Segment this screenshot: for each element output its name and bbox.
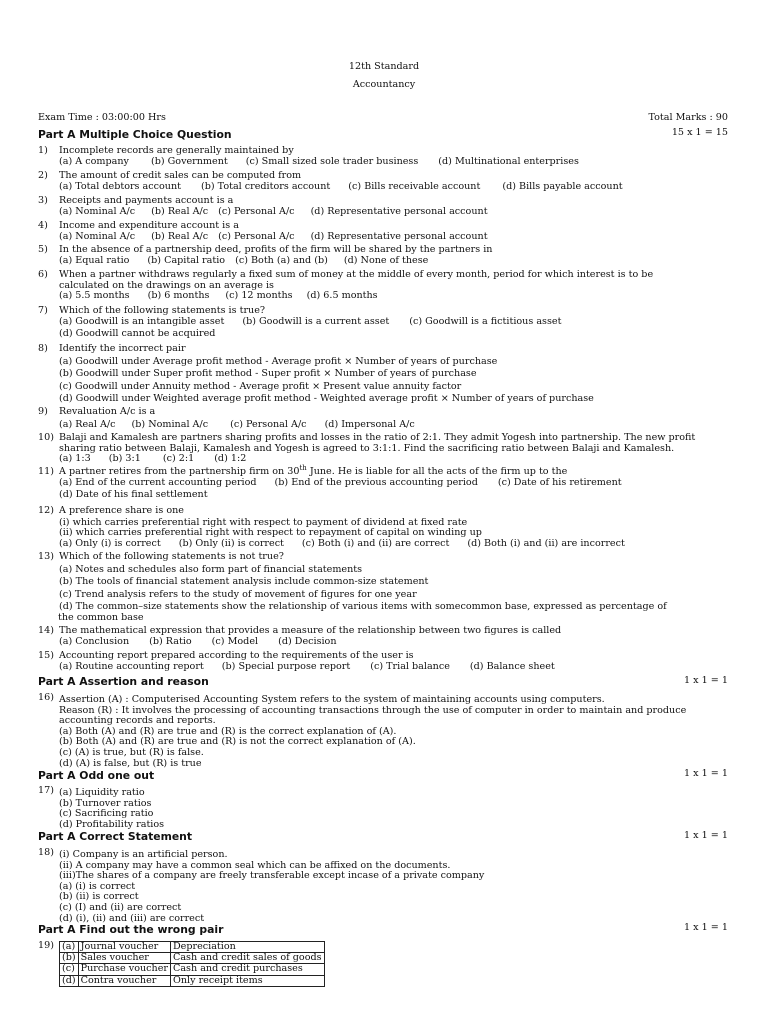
- option-a: (a) Both (A) and (R) are true and (R) is the correct explanation of (A).: [59, 725, 397, 737]
- question-number: 17): [38, 785, 54, 796]
- question-number: 9): [38, 406, 48, 417]
- option-b: (b) Turnover ratios: [59, 797, 152, 809]
- question-5: [38, 245, 728, 266]
- option-d: (d) Representative personal account: [310, 205, 488, 217]
- question-number: 7): [38, 305, 48, 316]
- statement-iii: (iii)The shares of a company are freely transferable except incase of a private company: [59, 870, 485, 882]
- option-d: (d) Impersonal A/c: [324, 418, 415, 430]
- section-title-mcq: Part A Multiple Choice Question: [38, 128, 232, 141]
- question-9: [38, 407, 728, 430]
- option-a: (a) A company: [59, 155, 129, 167]
- option-c: (c) Both (a) and (b): [235, 254, 328, 266]
- question-13: [38, 552, 728, 624]
- option-d: (d) 6.5 months: [306, 290, 378, 302]
- question-text: The mathematical expression that provides a measure of the relationship between two figures is called: [59, 625, 562, 636]
- question-text-part: June. He is liable for all the acts of the firm up to the: [306, 466, 568, 477]
- option-d: (d) (A) is false, but (R) is true: [59, 757, 202, 769]
- question-3: [38, 196, 728, 217]
- ordinal-sup: th: [299, 463, 307, 472]
- statement-ii: (ii) which carries preferential right with respect to repayment of capital on winding up: [59, 527, 482, 539]
- question-number: 16): [38, 692, 54, 703]
- pair-label: (c): [60, 964, 79, 975]
- question-number: 18): [38, 847, 54, 858]
- question-number: 19): [38, 940, 54, 951]
- option-a: (a) (i) is correct: [59, 880, 136, 892]
- option-d: (d) Date of his final settlement: [59, 489, 208, 501]
- option-c: (c) Both (i) and (ii) are correct: [301, 537, 450, 549]
- question-number: 15): [38, 650, 54, 661]
- pair-label: (a): [60, 942, 79, 953]
- question-text: A preference share is one: [59, 505, 184, 516]
- question-text: Which of the following statements is not true?: [59, 551, 284, 562]
- option-b: (b) Special purpose report: [221, 660, 351, 672]
- option-a: (a) Conclusion: [59, 635, 130, 647]
- table-row: [60, 975, 325, 986]
- question-17: [38, 786, 728, 830]
- option-b: (b) Total creditors account: [200, 180, 331, 192]
- option-b: (b) Nominal A/c: [131, 418, 209, 430]
- option-c: (c) Bills receivable account: [348, 180, 481, 192]
- option-b: (b) Only (ii) is correct: [178, 537, 284, 549]
- question-text: Revaluation A/c is a: [59, 406, 156, 417]
- question-number: 1): [38, 145, 48, 156]
- statement-i: (i) Company is an artificial person.: [59, 849, 228, 860]
- pair-right: Cash and credit purchases: [170, 964, 324, 975]
- option-a: (a) 5.5 months: [59, 290, 130, 302]
- section-marks-assertion: 1 x 1 = 1: [684, 675, 728, 686]
- option-d: (d) Multinational enterprises: [438, 155, 579, 167]
- pair-label: (b): [60, 953, 79, 964]
- option-a: (a) Equal ratio: [59, 254, 130, 266]
- question-number: 13): [38, 551, 54, 562]
- question-12: [38, 506, 728, 549]
- question-number: 10): [38, 432, 54, 443]
- reason-line: Reason (R) : It involves the processing of accounting transactions through the use of computer in order to maintain and produce: [59, 704, 687, 716]
- option-c: (c) Sacrificing ratio: [59, 808, 154, 820]
- question-number: 8): [38, 343, 48, 354]
- option-b: (b) Ratio: [149, 635, 192, 647]
- question-2: [38, 171, 728, 192]
- pairs-table: [59, 941, 325, 987]
- subject-label: Accountancy: [352, 79, 416, 90]
- pair-left: Sales voucher: [78, 953, 170, 964]
- question-10: [38, 433, 728, 465]
- question-number: 3): [38, 195, 48, 206]
- option-d: (d) Goodwill cannot be acquired: [59, 328, 216, 340]
- exam-time: Exam Time : 03:00:00 Hrs: [38, 112, 166, 123]
- question-number: 4): [38, 220, 48, 231]
- assertion-line: Assertion (A) : Computerised Accounting System refers to the system of maintaining accounts using computers.: [59, 694, 605, 705]
- section-marks-wrong: 1 x 1 = 1: [684, 922, 728, 933]
- section-title-correct: Part A Correct Statement: [38, 830, 193, 843]
- option-a: (a) Notes and schedules also form part of financial statements: [59, 563, 363, 575]
- question-number: 2): [38, 170, 48, 181]
- option-c: (c) (A) is true, but (R) is false.: [59, 746, 204, 758]
- question-text-cont: sharing ratio between Balaji, Kamalesh and Yogesh is agreed to 3:1:1. Find the sacrificing ratio between Balaji and Kamalesh.: [59, 442, 675, 454]
- question-number: 14): [38, 625, 54, 636]
- question-text: When a partner withdraws regularly a fixed sum of money at the middle of every month, period for which interest is to be: [59, 269, 654, 280]
- option-d: (d) Both (i) and (ii) are incorrect: [467, 537, 625, 549]
- option-d: (d) Representative personal account: [310, 230, 488, 242]
- total-marks: Total Marks : 90: [648, 112, 728, 123]
- option-b: (b) Real A/c: [151, 205, 209, 217]
- option-b: (b) Capital ratio: [147, 254, 226, 266]
- option-b: (b) Government: [150, 155, 228, 167]
- question-text: Balaji and Kamalesh are partners sharing profits and losses in the ratio of 2:1. They admit Yogesh into partnership. The new profit: [59, 432, 696, 443]
- question-text: [59, 463, 728, 478]
- option-c: (c) Personal A/c: [218, 205, 295, 217]
- question-text: Which of the following statements is true?: [59, 305, 266, 316]
- option-a: (a) Real A/c: [59, 418, 116, 430]
- section-title-odd: Part A Odd one out: [38, 769, 155, 782]
- question-text: Identify the incorrect pair: [59, 343, 186, 354]
- question-4: [38, 221, 728, 242]
- question-16: [38, 693, 728, 769]
- question-number: 6): [38, 269, 48, 280]
- pair-right: Only receipt items: [170, 975, 324, 986]
- pair-right: Cash and credit sales of goods: [170, 953, 324, 964]
- section-marks-correct: 1 x 1 = 1: [684, 830, 728, 841]
- option-d: (d) Bills payable account: [502, 180, 623, 192]
- option-c: (c) Small sized sole trader business: [245, 155, 419, 167]
- question-text-cont: calculated on the drawings on an average is: [59, 279, 274, 291]
- option-a: (a) Liquidity ratio: [59, 787, 145, 798]
- option-a: (a) Goodwill is an intangible asset: [59, 315, 225, 327]
- option-b: (b) Goodwill under Super profit method - Super profit × Number of years of purchase: [59, 368, 477, 380]
- question-text: The amount of credit sales can be computed from: [59, 170, 302, 181]
- option-b: (b) (ii) is correct: [59, 891, 139, 903]
- option-c: (c) 12 months: [225, 290, 293, 302]
- option-c: (c) Goodwill is a fictitious asset: [409, 315, 562, 327]
- option-b: (b) 3:1: [108, 453, 141, 465]
- option-d: (d) 1:2: [214, 453, 247, 465]
- question-7: [38, 306, 728, 340]
- reason-line-cont: accounting records and reports.: [59, 715, 216, 727]
- option-c: (c) Trend analysis refers to the study of movement of figures for one year: [59, 588, 417, 600]
- option-b: (b) Both (A) and (R) are true and (R) is not the correct explanation of (A).: [59, 736, 416, 748]
- option-c: (c) Trial balance: [370, 660, 450, 672]
- question-8: [38, 344, 728, 405]
- question-text: Incomplete records are generally maintained by: [59, 145, 294, 156]
- option-d: (d) (i), (ii) and (iii) are correct: [59, 912, 205, 924]
- option-b: (b) End of the previous accounting period: [274, 476, 478, 488]
- option-a: (a) Routine accounting report: [59, 660, 204, 672]
- pair-label: (d): [60, 975, 79, 986]
- option-a: (a) Goodwill under Average profit method - Average profit × Number of years of purchase: [59, 355, 498, 367]
- option-a: (a) End of the current accounting period: [59, 476, 257, 488]
- option-b: (b) Goodwill is a current asset: [242, 315, 390, 327]
- pair-left: Purchase voucher: [78, 964, 170, 975]
- option-d: (d) None of these: [343, 254, 429, 266]
- standard-label: 12th Standard: [348, 61, 420, 72]
- question-text: Income and expenditure account is a: [59, 220, 239, 231]
- question-text: In the absence of a partnership deed, profits of the firm will be shared by the partners in: [59, 244, 493, 255]
- table-row: [60, 942, 325, 953]
- option-a: (a) Nominal A/c: [59, 230, 136, 242]
- section-title-wrong: Part A Find out the wrong pair: [38, 923, 224, 936]
- question-19: [38, 941, 728, 987]
- question-number: 11): [38, 466, 54, 477]
- option-d: (d) Decision: [278, 635, 337, 647]
- section-title-assertion: Part A Assertion and reason: [38, 675, 209, 688]
- option-b: (b) 6 months: [147, 290, 210, 302]
- option-a: (a) Nominal A/c: [59, 205, 136, 217]
- statement-ii: (ii) A company may have a common seal which can be affixed on the documents.: [59, 859, 451, 871]
- table-row: [60, 953, 325, 964]
- option-a: (a) 1:3: [59, 453, 91, 465]
- question-14: [38, 626, 728, 647]
- section-marks-odd: 1 x 1 = 1: [684, 768, 728, 779]
- question-18: [38, 848, 728, 924]
- section-marks-mcq: 15 x 1 = 15: [671, 127, 728, 138]
- option-c: (c) 2:1: [162, 453, 195, 465]
- question-text-part: A partner retires from the partnership firm on 30: [59, 466, 300, 477]
- option-d: (d) The common–size statements show the relationship of various items with somecommon base, expressed as percentage of: [59, 601, 667, 613]
- option-d: (d) Balance sheet: [469, 660, 555, 672]
- pair-left: Journal voucher: [78, 942, 170, 953]
- option-a: (a) Only (i) is correct: [59, 537, 161, 549]
- option-a: (a) Total debtors account: [59, 180, 181, 192]
- option-c: (c) Goodwill under Annuity method - Average profit × Present value annuity factor: [59, 380, 462, 392]
- question-1: [38, 146, 728, 167]
- option-b: (b) The tools of financial statement analysis include common-size statement: [59, 576, 429, 588]
- question-text: Accounting report prepared according to the requirements of the user is: [59, 650, 414, 661]
- question-number: 5): [38, 244, 48, 255]
- option-b: (b) Real A/c: [151, 230, 209, 242]
- question-15: [38, 651, 728, 672]
- pair-left: Contra voucher: [78, 975, 170, 986]
- option-c: (c) Personal A/c: [230, 418, 307, 430]
- option-d-cont: the common base: [58, 611, 144, 623]
- question-11: [38, 463, 728, 501]
- table-row: [60, 964, 325, 975]
- option-c: (c) Model: [211, 635, 259, 647]
- option-d: (d) Profitability ratios: [59, 818, 165, 830]
- option-d: (d) Goodwill under Weighted average profit method - Weighted average profit × Number of years of purchase: [59, 393, 594, 405]
- statement-i: (i) which carries preferential right with respect to payment of dividend at fixed rate: [59, 516, 468, 528]
- question-6: [38, 270, 728, 302]
- question-text: Receipts and payments account is a: [59, 195, 234, 206]
- option-c: (c) (I) and (ii) are correct: [59, 901, 182, 913]
- option-c: (c) Date of his retirement: [497, 476, 622, 488]
- question-number: 12): [38, 505, 54, 516]
- pair-right: Depreciation: [170, 942, 324, 953]
- option-c: (c) Personal A/c: [218, 230, 295, 242]
